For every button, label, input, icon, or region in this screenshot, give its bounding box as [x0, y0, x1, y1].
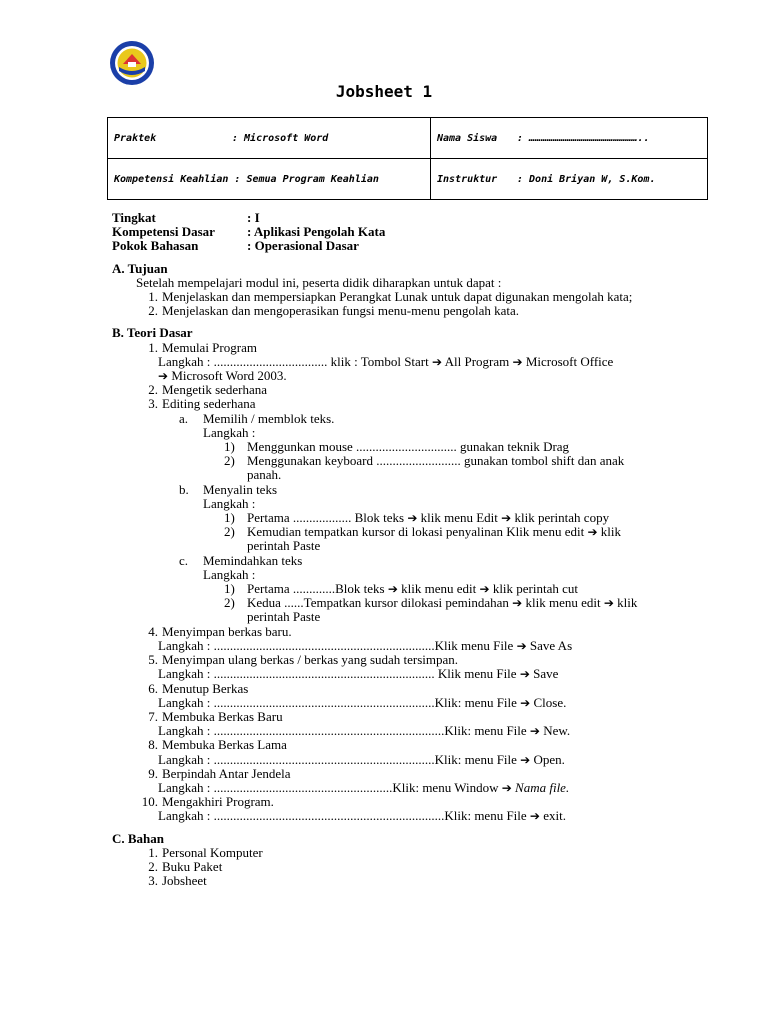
- arrow-right-icon: ➔: [501, 780, 512, 795]
- list-item: 4. Menyimpan berkas baru.: [148, 623, 292, 639]
- list-item: 1) Pertama .............Blok teks ➔ klik menu edit ➔ klik perintah cut: [224, 581, 579, 597]
- arrow-right-icon: ➔: [432, 354, 443, 369]
- arrow-right-icon: ➔: [479, 582, 490, 597]
- sub-item-c: c. Memindahkan teks: [179, 552, 303, 568]
- arrow-right-icon: ➔: [512, 354, 523, 369]
- kompetensi-cell: [108, 159, 431, 200]
- list-item: 10. Mengakhiri Program.: [141, 794, 274, 810]
- page-title: Jobsheet 1: [335, 82, 433, 101]
- kompetensi-value: : Semua Program Keahlian: [234, 173, 379, 185]
- list-item: 2. Menjelaskan dan mengoperasikan fungsi menu-menu pengolah kata.: [148, 303, 520, 319]
- list-item-steps: Langkah : .................................................................... Klik menu File ➔ Save: [158, 666, 559, 682]
- info-kompetensi: Kompetensi Dasar : Aplikasi Pengolah Kata: [112, 224, 386, 240]
- langkah-label: Langkah :: [203, 495, 256, 511]
- list-item-steps: Langkah : ....................................................................Klik: menu File ➔ Open.: [158, 751, 565, 767]
- header-table: [107, 117, 708, 200]
- list-item: 7. Membuka Berkas Baru: [148, 708, 283, 724]
- list-item: 6. Menutup Berkas: [148, 680, 249, 696]
- instruktur-value: : Doni Briyan W, S.Kom.: [517, 173, 656, 185]
- list-item-steps: Langkah : .......................................................Klik: menu Window ➔ Nama file.: [158, 779, 570, 795]
- section-a-title: A. Tujuan: [112, 260, 168, 276]
- list-item: 5. Menyimpan ulang berkas / berkas yang sudah tersimpan.: [148, 652, 459, 668]
- list-item: 3. Jobsheet: [148, 873, 207, 889]
- list-item-cont: panah.: [247, 467, 282, 483]
- praktek-value: : Microsoft Word: [232, 132, 329, 144]
- section-b-title: B. Teori Dasar: [112, 325, 193, 341]
- arrow-right-icon: ➔: [512, 596, 523, 611]
- list-item: 1) Menggunkan mouse ............................... gunakan teknik Drag: [224, 439, 570, 455]
- arrow-right-icon: ➔: [519, 667, 530, 682]
- section-a-intro: Setelah mempelajari modul ini, peserta didik diharapkan untuk dapat :: [136, 274, 502, 290]
- list-item: 2. Buku Paket: [148, 858, 223, 874]
- praktek-label: Praktek: [114, 132, 157, 144]
- langkah-label: Langkah :: [203, 424, 256, 440]
- kompetensi-label: Kompetensi Keahlian: [114, 173, 229, 185]
- list-item: 2. Mengetik sederhana: [148, 382, 268, 398]
- sub-item-b: b. Menyalin teks: [179, 481, 278, 497]
- arrow-right-icon: ➔: [520, 752, 531, 767]
- arrow-right-icon: ➔: [529, 809, 540, 824]
- instruktur-label: Instruktur: [437, 173, 498, 185]
- arrow-right-icon: ➔: [516, 638, 527, 653]
- list-item-steps: Langkah : .......................................................................Klik: menu File ➔ New.: [158, 723, 571, 739]
- school-logo-icon: [109, 40, 155, 86]
- list-item-steps: Langkah : ................................... klik : Tombol Start ➔ All Program ➔ Microsoft Office: [158, 353, 614, 369]
- list-item-cont: perintah Paste: [247, 538, 321, 554]
- arrow-right-icon: ➔: [407, 511, 418, 526]
- document-body: [112, 211, 732, 888]
- list-item-steps: ➔ Microsoft Word 2003.: [158, 368, 287, 384]
- list-item: 1) Pertama .................. Blok teks ➔ klik menu Edit ➔ klik perintah copy: [224, 510, 610, 526]
- steps-list: [112, 625, 732, 824]
- list-item: 3. Editing sederhana: [148, 396, 256, 412]
- arrow-right-icon: ➔: [501, 511, 512, 526]
- nama-label: Nama Siswa: [437, 132, 498, 144]
- nama-cell: [431, 118, 708, 159]
- arrow-right-icon: ➔: [158, 369, 169, 384]
- arrow-right-icon: ➔: [529, 724, 540, 739]
- list-item-steps: Langkah : .......................................................................Klik: menu File ➔ exit.: [158, 808, 566, 824]
- list-item: 9. Berpindah Antar Jendela: [148, 765, 291, 781]
- list-item-steps: Langkah : ....................................................................Klik: menu File ➔ Close.: [158, 694, 567, 710]
- nama-value: : ………………………………………………..: [517, 132, 650, 144]
- section-c-title: C. Bahan: [112, 830, 165, 846]
- arrow-right-icon: ➔: [387, 582, 398, 597]
- sub-item-a: a. Memilih / memblok teks.: [179, 410, 335, 426]
- info-tingkat: Tingkat : I: [112, 210, 260, 225]
- arrow-right-icon: ➔: [587, 525, 598, 540]
- list-item: 2) Kedua ......Tempatkan kursor dilokasi pemindahan ➔ klik menu edit ➔ klik: [224, 595, 638, 611]
- list-item: 1. Personal Komputer: [148, 844, 263, 860]
- list-item: 2) Menggunakan keyboard .......................... gunakan tombol shift dan anak: [224, 453, 625, 469]
- list-item: 1. Memulai Program: [148, 339, 257, 355]
- arrow-right-icon: ➔: [520, 695, 531, 710]
- info-pokok: Pokok Bahasan : Operasional Dasar: [112, 238, 359, 254]
- langkah-label: Langkah :: [203, 566, 256, 582]
- list-item: 1. Menjelaskan dan mempersiapkan Perangkat Lunak untuk dapat digunakan mengolah kata;: [148, 289, 633, 305]
- praktek-cell: [108, 118, 431, 159]
- list-item: 8. Membuka Berkas Lama: [148, 737, 287, 753]
- arrow-right-icon: ➔: [603, 596, 614, 611]
- list-item-steps: Langkah : ....................................................................Klik menu File ➔ Save As: [158, 637, 573, 653]
- list-item-cont: perintah Paste: [247, 609, 321, 625]
- instruktur-cell: [431, 159, 708, 200]
- list-item: 2) Kemudian tempatkan kursor di lokasi penyalinan Klik menu edit ➔ klik: [224, 524, 621, 540]
